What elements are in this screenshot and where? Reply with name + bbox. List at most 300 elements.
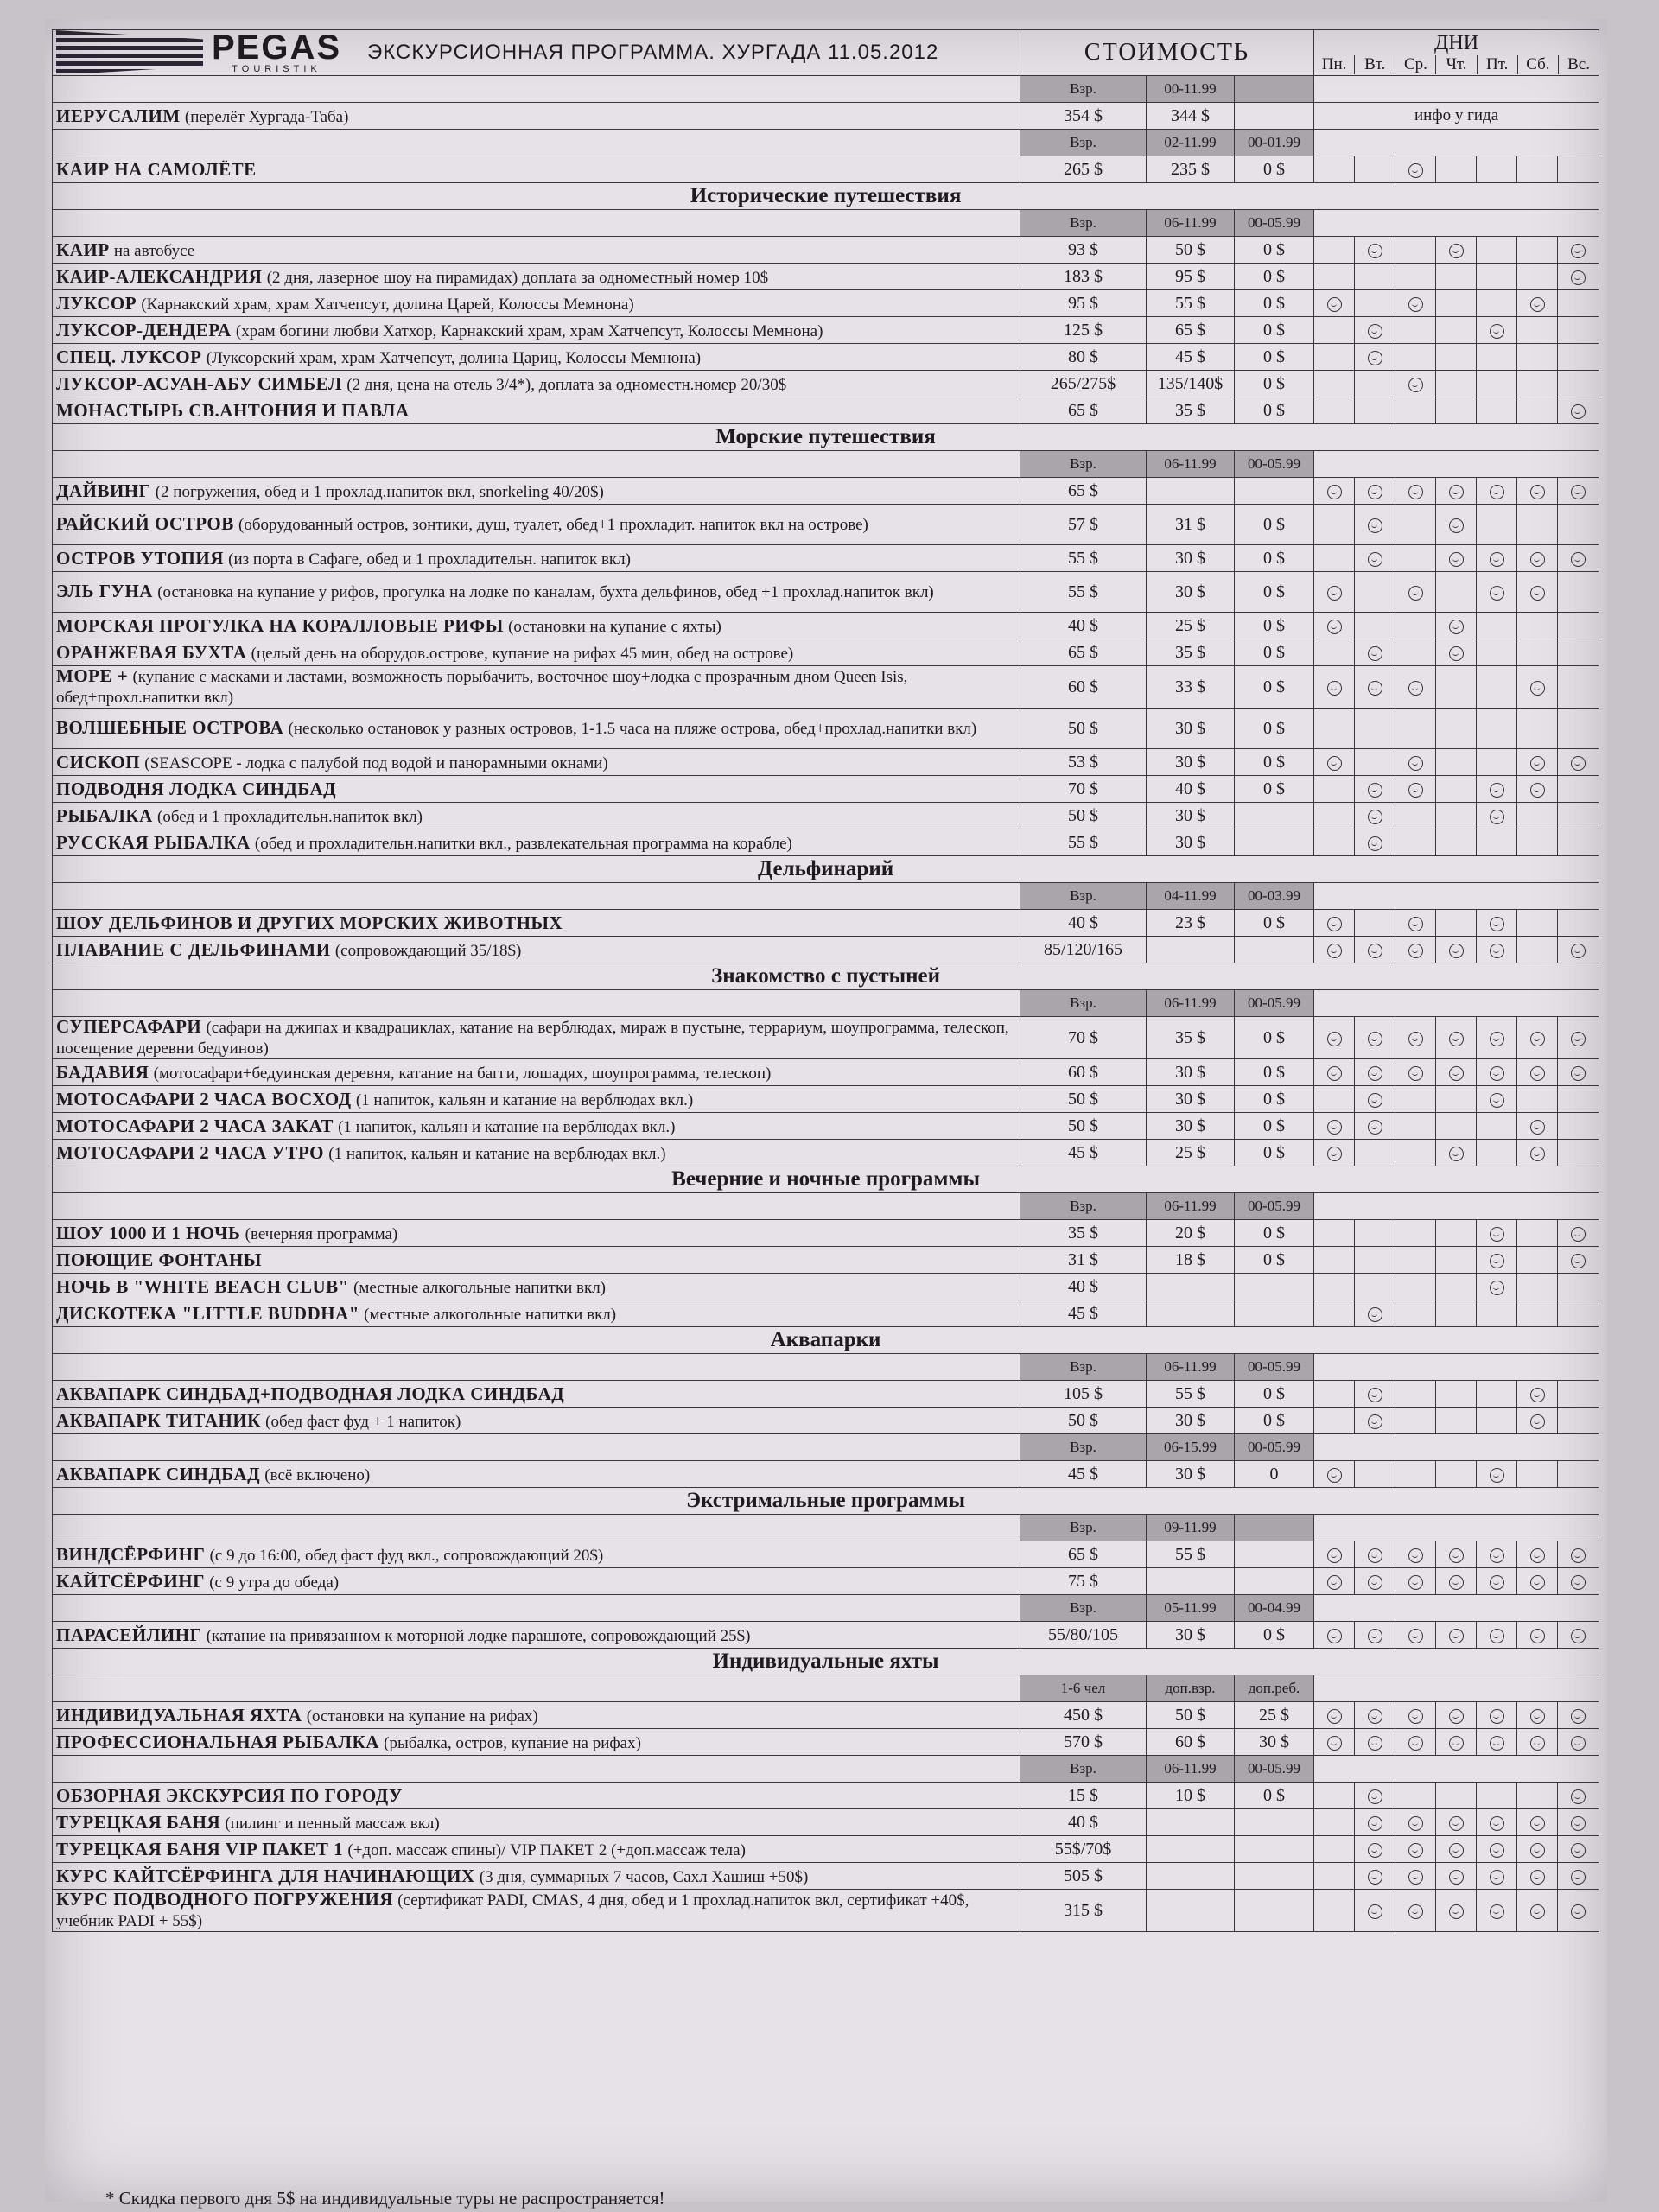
price-subheader <box>53 1193 1599 1220</box>
smiley-icon <box>1490 810 1504 824</box>
excursion-row <box>53 1017 1599 1059</box>
day-cell <box>1395 1783 1436 1809</box>
excursion-title: ТУРЕЦКАЯ БАНЯ VIP ПАКЕТ 1 <box>56 1838 344 1859</box>
price-column-label: Взр. <box>1020 1595 1147 1622</box>
day-cell <box>1558 776 1599 803</box>
day-cell <box>1517 776 1558 803</box>
day-cell <box>1558 1836 1599 1863</box>
price-subheader <box>53 210 1599 237</box>
section-title: Дельфинарий <box>53 856 1599 883</box>
excursion-title: МОНАСТЫРЬ СВ.АНТОНИЯ И ПАВЛА <box>56 399 410 421</box>
day-cell <box>1395 1408 1436 1434</box>
smiley-icon <box>1490 1281 1504 1295</box>
day-cell <box>1314 344 1355 371</box>
brand-sub: TOURISTIK <box>232 64 321 74</box>
excursion-name-cell <box>53 371 1020 397</box>
smiley-icon <box>1327 681 1342 696</box>
smiley-icon <box>1368 351 1382 365</box>
day-cell <box>1355 478 1395 505</box>
price-subheader <box>53 990 1599 1017</box>
day-cell <box>1395 1140 1436 1166</box>
smiley-icon <box>1327 1709 1342 1724</box>
excursion-sheet <box>45 19 1607 2209</box>
blank-cell <box>53 1675 1020 1702</box>
excursion-description: (2 погружения, обед и 1 прохлад.напиток вкл, snorkeling 40/20$) <box>155 482 604 501</box>
excursion-description: (1 напиток, кальян и катание на верблюдах вкл.) <box>338 1117 676 1136</box>
day-cell <box>1355 237 1395 264</box>
day-cell <box>1517 1086 1558 1113</box>
blank-cell <box>1314 1595 1599 1622</box>
day-cell <box>1436 1702 1477 1729</box>
excursion-title: ИЕРУСАЛИМ <box>56 105 181 126</box>
day-cell <box>1395 1729 1436 1756</box>
smiley-icon <box>1449 1736 1464 1751</box>
day-cell <box>1558 505 1599 545</box>
day-cell <box>1558 1408 1599 1434</box>
blank-cell <box>1314 451 1599 478</box>
day-cell <box>1355 505 1395 545</box>
excursion-name-cell <box>53 1809 1020 1836</box>
excursion-row <box>53 505 1599 545</box>
price-subheader <box>53 1756 1599 1783</box>
price-column-label: 00-11.99 <box>1147 76 1235 103</box>
logo-stripes-icon <box>56 30 203 75</box>
excursion-row <box>53 1783 1599 1809</box>
smiley-icon <box>1327 1629 1342 1643</box>
excursion-title: ТУРЕЦКАЯ БАНЯ <box>56 1811 221 1833</box>
day-cell <box>1314 317 1355 344</box>
smiley-icon <box>1449 620 1464 634</box>
day-cell <box>1355 371 1395 397</box>
smiley-icon <box>1368 1093 1382 1108</box>
price-child: 20 $ <box>1147 1220 1235 1247</box>
day-cell <box>1355 666 1395 709</box>
excursion-description: (+доп. массаж спины)/ VIP ПАКЕТ 2 (+доп.массаж тела) <box>347 1840 746 1859</box>
day-name: Пт. <box>1477 55 1517 74</box>
price-infant: 0 $ <box>1235 156 1314 183</box>
price-column-label: 06-11.99 <box>1147 210 1235 237</box>
excursion-row <box>53 1274 1599 1300</box>
smiley-icon <box>1368 1816 1382 1831</box>
blank-cell <box>53 1756 1020 1783</box>
price-adult: 55 $ <box>1020 572 1147 613</box>
section-header <box>53 1488 1599 1515</box>
day-cell <box>1436 371 1477 397</box>
price-infant: 0 $ <box>1235 1113 1314 1140</box>
day-cell <box>1314 1890 1355 1932</box>
day-cell <box>1395 1568 1436 1595</box>
excursion-name-cell <box>53 749 1020 776</box>
smiley-icon <box>1327 1548 1342 1563</box>
excursion-name-cell <box>53 1300 1020 1327</box>
smiley-icon <box>1530 1120 1545 1135</box>
blank-cell <box>53 451 1020 478</box>
price-column-label: 00-01.99 <box>1235 130 1314 156</box>
day-cell <box>1395 1220 1436 1247</box>
price-infant: 0 $ <box>1235 371 1314 397</box>
excursion-description: (вечерняя программа) <box>245 1224 398 1243</box>
day-cell <box>1355 910 1395 937</box>
day-cell <box>1436 910 1477 937</box>
smiley-icon <box>1490 586 1504 601</box>
smiley-icon <box>1571 1904 1586 1919</box>
excursion-title: РУССКАЯ РЫБАЛКА <box>56 831 251 853</box>
smiley-icon <box>1408 297 1423 312</box>
section-title: Морские путешествия <box>53 424 1599 451</box>
day-cell <box>1355 545 1395 572</box>
excursion-name-cell <box>53 666 1020 709</box>
section-title: Вечерние и ночные программы <box>53 1166 1599 1193</box>
price-column-label: Взр. <box>1020 451 1147 478</box>
day-cell <box>1395 749 1436 776</box>
excursion-title: СПЕЦ. ЛУКСОР <box>56 346 202 367</box>
day-cell <box>1477 1863 1517 1890</box>
day-cell <box>1355 1113 1395 1140</box>
price-adult: 70 $ <box>1020 1017 1147 1059</box>
price-column-label: 02-11.99 <box>1147 130 1235 156</box>
price-adult: 80 $ <box>1020 344 1147 371</box>
day-cell <box>1477 1809 1517 1836</box>
day-cell <box>1558 1140 1599 1166</box>
smiley-icon <box>1408 756 1423 771</box>
price-child: 60 $ <box>1147 1729 1235 1756</box>
smiley-icon <box>1490 1548 1504 1563</box>
smiley-icon <box>1571 1548 1586 1563</box>
price-adult: 85/120/165 <box>1020 937 1147 963</box>
day-cell <box>1517 1836 1558 1863</box>
day-cell <box>1436 749 1477 776</box>
blank-cell <box>1314 1193 1599 1220</box>
smiley-icon <box>1408 917 1423 931</box>
smiley-icon <box>1368 324 1382 339</box>
price-adult: 75 $ <box>1020 1568 1147 1595</box>
pegas-logo <box>56 30 1016 75</box>
price-adult: 60 $ <box>1020 666 1147 709</box>
smiley-icon <box>1490 485 1504 499</box>
smiley-icon <box>1368 1388 1382 1402</box>
price-adult: 60 $ <box>1020 1059 1147 1086</box>
price-infant: 0 $ <box>1235 666 1314 709</box>
day-cell <box>1314 1729 1355 1756</box>
price-adult: 265/275$ <box>1020 371 1147 397</box>
smiley-icon <box>1490 1066 1504 1081</box>
day-cell <box>1314 613 1355 639</box>
document-header <box>53 30 1599 76</box>
excursion-title: ОРАНЖЕВАЯ БУХТА <box>56 641 247 663</box>
smiley-icon <box>1408 1575 1423 1590</box>
smiley-icon <box>1449 1816 1464 1831</box>
excursion-row <box>53 478 1599 505</box>
day-cell <box>1517 317 1558 344</box>
price-subheader <box>53 1595 1599 1622</box>
excursion-row <box>53 103 1599 130</box>
excursion-name-cell <box>53 1017 1020 1059</box>
day-cell <box>1477 290 1517 317</box>
price-adult: 40 $ <box>1020 613 1147 639</box>
price-infant: 0 $ <box>1235 264 1314 290</box>
excursion-row <box>53 666 1599 709</box>
price-subheader <box>53 130 1599 156</box>
price-adult: 45 $ <box>1020 1140 1147 1166</box>
excursion-description: (Карнакский храм, храм Хатчепсут, долина Царей, Колоссы Мемнона) <box>141 295 634 314</box>
price-column-label: доп.реб. <box>1235 1675 1314 1702</box>
day-cell <box>1314 290 1355 317</box>
day-cell <box>1395 237 1436 264</box>
smiley-icon <box>1449 1575 1464 1590</box>
price-infant: 0 $ <box>1235 709 1314 749</box>
excursion-row <box>53 776 1599 803</box>
excursion-name-cell <box>53 1247 1020 1274</box>
day-cell <box>1558 1113 1599 1140</box>
day-cell <box>1314 910 1355 937</box>
price-child: 30 $ <box>1147 749 1235 776</box>
smiley-icon <box>1327 1147 1342 1161</box>
smiley-icon <box>1368 944 1382 958</box>
smiley-icon <box>1368 1709 1382 1724</box>
excursion-name-cell <box>53 1541 1020 1568</box>
day-cell <box>1436 830 1477 856</box>
price-infant: 0 $ <box>1235 290 1314 317</box>
excursion-row <box>53 1086 1599 1113</box>
price-infant: 0 $ <box>1235 749 1314 776</box>
day-cell <box>1558 1017 1599 1059</box>
price-subheader <box>53 1434 1599 1461</box>
smiley-icon <box>1490 917 1504 931</box>
price-subheader <box>53 451 1599 478</box>
smiley-icon <box>1327 1736 1342 1751</box>
blank-cell <box>53 1193 1020 1220</box>
price-adult: 45 $ <box>1020 1461 1147 1488</box>
excursion-title: ИНДИВИДУАЛЬНАЯ ЯХТА <box>56 1704 302 1726</box>
day-cell <box>1436 1381 1477 1408</box>
excursion-title: БАДАВИЯ <box>56 1061 149 1083</box>
day-cell <box>1395 639 1436 666</box>
day-cell <box>1395 1247 1436 1274</box>
brand-name: PEGAS <box>212 29 342 67</box>
excursion-description: (2 дня, цена на отель 3/4*), доплата за одноместн.номер 20/30$ <box>346 375 787 394</box>
day-name: Ср. <box>1395 55 1435 74</box>
day-cell <box>1558 397 1599 424</box>
excursion-description: (оборудованный остров, зонтики, душ, туалет, обед+1 прохладит. напиток вкл на острове) <box>238 516 868 534</box>
smiley-icon <box>1449 1032 1464 1046</box>
blank-cell <box>1314 1434 1599 1461</box>
day-cell <box>1558 749 1599 776</box>
day-cell <box>1436 1274 1477 1300</box>
smiley-icon <box>1571 944 1586 958</box>
day-cell <box>1558 937 1599 963</box>
price-child: 45 $ <box>1147 344 1235 371</box>
excursion-title: ДАЙВИНГ <box>56 480 151 501</box>
day-cell <box>1355 156 1395 183</box>
price-column-label: 06-11.99 <box>1147 1756 1235 1783</box>
day-cell <box>1517 371 1558 397</box>
price-column-label: 06-15.99 <box>1147 1434 1235 1461</box>
smiley-icon <box>1408 1548 1423 1563</box>
day-cell <box>1395 545 1436 572</box>
day-cell <box>1517 505 1558 545</box>
day-cell <box>1314 572 1355 613</box>
price-child: 30 $ <box>1147 830 1235 856</box>
smiley-icon <box>1571 1843 1586 1858</box>
day-cell <box>1477 1086 1517 1113</box>
price-adult: 50 $ <box>1020 1408 1147 1434</box>
excursion-name-cell <box>53 1890 1020 1932</box>
smiley-icon <box>1327 1120 1342 1135</box>
day-cell <box>1395 1461 1436 1488</box>
day-cell <box>1558 264 1599 290</box>
price-adult: 95 $ <box>1020 290 1147 317</box>
day-cell <box>1477 1783 1517 1809</box>
excursion-description: (сертификат PADI, CMAS, 4 дня, обед и 1 прохлад.напиток вкл, сертификат +40$, учебник PADI + 55$) <box>56 1891 969 1930</box>
header-title-cell <box>53 30 1020 76</box>
day-cell <box>1436 1408 1477 1434</box>
day-cell <box>1477 1300 1517 1327</box>
smiley-icon <box>1490 1843 1504 1858</box>
smiley-icon <box>1571 1870 1586 1885</box>
excursion-title: ПЛАВАНИЕ С ДЕЛЬФИНАМИ <box>56 938 331 960</box>
day-cell <box>1314 1408 1355 1434</box>
price-infant <box>1235 1568 1314 1595</box>
excursion-description: (обед фаст фуд + 1 напиток) <box>265 1412 461 1431</box>
price-subheader <box>53 76 1599 103</box>
price-child: 10 $ <box>1147 1783 1235 1809</box>
price-infant: 0 $ <box>1235 317 1314 344</box>
price-child <box>1147 1890 1235 1932</box>
excursion-row <box>53 639 1599 666</box>
day-cell <box>1355 344 1395 371</box>
excursion-description: (купание с масками и ластами, возможность порыбачить, восточное шоу+лодка с прозрачным дном Queen Isis, обед+прохл.напитки вкл) <box>56 668 908 707</box>
price-infant: 0 $ <box>1235 397 1314 424</box>
day-cell <box>1558 1247 1599 1274</box>
smiley-icon <box>1530 1548 1545 1563</box>
day-cell <box>1436 666 1477 709</box>
smiley-icon <box>1368 681 1382 696</box>
smiley-icon <box>1327 1575 1342 1590</box>
price-child: 135/140$ <box>1147 371 1235 397</box>
smiley-icon <box>1530 756 1545 771</box>
smiley-icon <box>1408 1709 1423 1724</box>
day-cell <box>1477 317 1517 344</box>
smiley-icon <box>1449 1548 1464 1563</box>
blank-cell <box>1314 883 1599 910</box>
day-cell <box>1436 156 1477 183</box>
smiley-icon <box>1490 324 1504 339</box>
day-cell <box>1558 1300 1599 1327</box>
excursion-row <box>53 1836 1599 1863</box>
excursion-title: ЛУКСОР-АСУАН-АБУ СИМБЕЛ <box>56 372 343 394</box>
day-cell <box>1477 1568 1517 1595</box>
price-column-label: Взр. <box>1020 1193 1147 1220</box>
excursion-row <box>53 1702 1599 1729</box>
price-infant: 0 $ <box>1235 1059 1314 1086</box>
excursion-name-cell <box>53 1461 1020 1488</box>
day-cell <box>1355 1461 1395 1488</box>
day-cell <box>1355 749 1395 776</box>
smiley-icon <box>1368 1789 1382 1804</box>
excursion-description: (1 напиток, кальян и катание на верблюдах вкл.) <box>328 1144 666 1163</box>
smiley-icon <box>1368 1120 1382 1135</box>
excursion-description: (сопровождающий 35/18$) <box>334 941 522 960</box>
day-cell <box>1355 1568 1395 1595</box>
day-cell <box>1477 1622 1517 1649</box>
smiley-icon <box>1449 1066 1464 1081</box>
price-child: 40 $ <box>1147 776 1235 803</box>
excursion-title: ЛУКСОР-ДЕНДЕРА <box>56 319 232 340</box>
day-cell <box>1436 572 1477 613</box>
excursion-row <box>53 1113 1599 1140</box>
price-child <box>1147 1274 1235 1300</box>
smiley-icon <box>1449 552 1464 567</box>
price-infant: 0 $ <box>1235 1017 1314 1059</box>
day-cell <box>1517 910 1558 937</box>
day-cell <box>1395 803 1436 830</box>
price-column-label: 06-11.99 <box>1147 451 1235 478</box>
smiley-icon <box>1327 756 1342 771</box>
excursion-name-cell <box>53 613 1020 639</box>
excursion-name-cell <box>53 830 1020 856</box>
price-child: 55 $ <box>1147 1541 1235 1568</box>
day-cell <box>1517 545 1558 572</box>
day-cell <box>1558 830 1599 856</box>
price-infant <box>1235 1836 1314 1863</box>
day-cell <box>1355 1300 1395 1327</box>
day-cell <box>1436 1140 1477 1166</box>
smiley-icon <box>1327 485 1342 499</box>
excursion-row <box>53 803 1599 830</box>
excursion-row <box>53 1247 1599 1274</box>
day-cell <box>1314 1017 1355 1059</box>
smiley-icon <box>1449 1147 1464 1161</box>
excursion-name-cell <box>53 103 1020 130</box>
price-column-label: Взр. <box>1020 76 1147 103</box>
blank-cell <box>1314 130 1599 156</box>
day-cell <box>1436 937 1477 963</box>
excursion-name-cell <box>53 937 1020 963</box>
price-child: 30 $ <box>1147 1086 1235 1113</box>
section-title: Аквапарки <box>53 1327 1599 1354</box>
excursion-name-cell <box>53 505 1020 545</box>
price-child: 235 $ <box>1147 156 1235 183</box>
smiley-icon <box>1571 404 1586 419</box>
day-cell <box>1436 1017 1477 1059</box>
smiley-icon <box>1530 783 1545 798</box>
day-cell <box>1477 776 1517 803</box>
smiley-icon <box>1490 944 1504 958</box>
price-infant: 0 $ <box>1235 545 1314 572</box>
price-infant: 30 $ <box>1235 1729 1314 1756</box>
day-cell <box>1436 1622 1477 1649</box>
price-child: 95 $ <box>1147 264 1235 290</box>
excursion-name-cell <box>53 910 1020 937</box>
smiley-icon <box>1408 783 1423 798</box>
day-cell <box>1477 1381 1517 1408</box>
day-cell <box>1517 613 1558 639</box>
day-name: Вт. <box>1354 55 1395 74</box>
excursion-title: КАИР НА САМОЛЁТЕ <box>56 158 257 180</box>
price-adult: 50 $ <box>1020 803 1147 830</box>
excursion-title: АКВАПАРК СИНДБАД+ПОДВОДНАЯ ЛОДКА СИНДБАД <box>56 1382 565 1404</box>
blank-cell <box>53 210 1020 237</box>
smiley-icon <box>1490 1032 1504 1046</box>
price-infant <box>1235 1541 1314 1568</box>
section-header <box>53 1327 1599 1354</box>
days-header <box>1314 30 1599 76</box>
blank-cell <box>53 76 1020 103</box>
excursion-description: (храм богини любви Хатхор, Карнакский храм, храм Хатчепсут, Колоссы Мемнона) <box>235 321 823 340</box>
price-adult: 57 $ <box>1020 505 1147 545</box>
excursion-title: ПОДВОДНЯ ЛОДКА СИНДБАД <box>56 778 337 799</box>
excursion-name-cell <box>53 1568 1020 1595</box>
